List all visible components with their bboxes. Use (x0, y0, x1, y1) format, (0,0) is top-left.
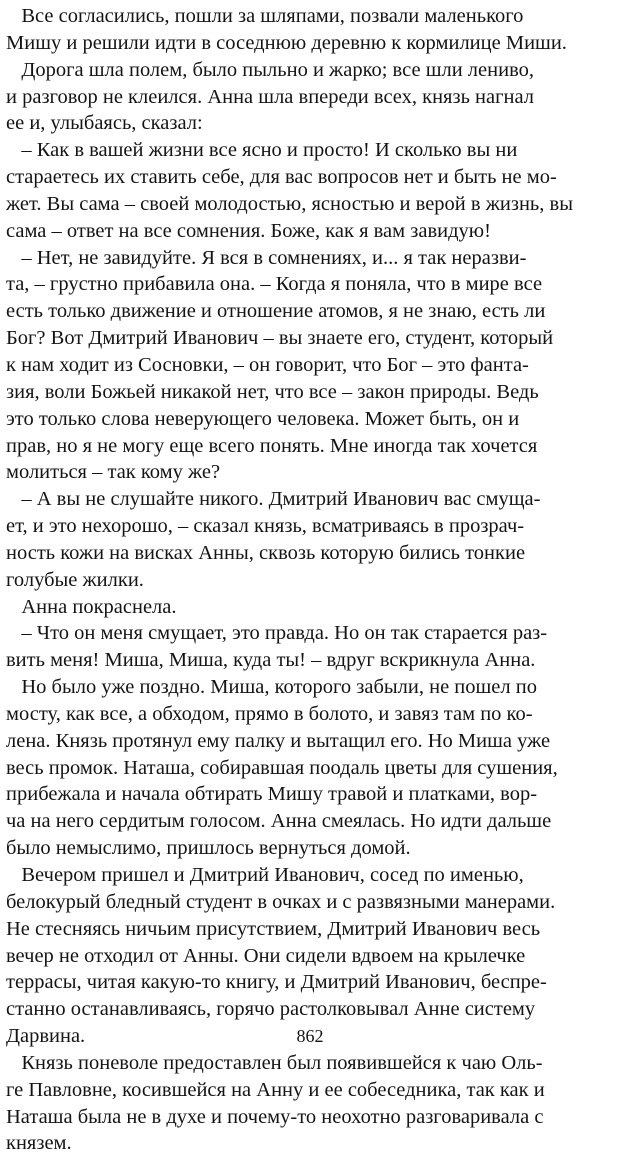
text-line: князем. (6, 1132, 72, 1155)
text-line: к нам ходит из Сосновки, – он говорит, что Бог – это фанта- (6, 353, 529, 376)
text-line: было немыслимо, пришлось вернуться домой. (6, 837, 411, 860)
text-line: та, – грустно прибавила она. – Когда я поняла, что в мире все (6, 273, 543, 296)
text-line: – Нет, не завидуйте. Я вся в сомнениях, и... я так неразви- (6, 246, 527, 269)
text-line: Дорога шла полем, было пыльно и жарко; все шли лениво, (6, 58, 534, 81)
text-line: Но было уже поздно. Миша, которого забыли, не пошел по (6, 676, 537, 699)
text-line: прибежала и начала обтирать Мишу травой и платками, вор- (6, 783, 538, 806)
text-line: голубые жилки. (6, 568, 144, 591)
text-line: зия, воли Божьей никакой нет, что все – закон природы. Ведь (6, 380, 539, 403)
text-line: – Как в вашей жизни все ясно и просто! И сколько вы ни (6, 139, 518, 162)
text-line: Бог? Вот Дмитрий Иванович – вы знаете его, студент, который (6, 327, 554, 350)
text-line: Наташа была не в духе и почему-то неохотно разговаривала с (6, 1105, 544, 1128)
text-line: жет. Вы сама – своей молодостью, ясностью и верой в жизнь, вы (6, 192, 573, 215)
text-line: есть только движение и отношение атомов, я не знаю, есть ли (6, 300, 546, 323)
text-line: это только слова неверующего человека. Может быть, он и (6, 407, 520, 430)
text-line: – Что он меня смущает, это правда. Но он так старается раз- (6, 622, 548, 645)
text-line: – А вы не слушайте никого. Дмитрий Иванович вас смуща- (6, 488, 541, 511)
text-line: вить меня! Миша, Миша, куда ты! – вдруг вскрикнула Анна. (6, 649, 536, 672)
text-line: белокурый бледный студент в очках и с развязными манерами. (6, 890, 556, 913)
text-line: Не стесняясь ничьим присутствием, Дмитрий Иванович весь (6, 917, 541, 940)
page-number: 862 (296, 1026, 324, 1046)
text-line: молиться – так кому же? (6, 461, 221, 484)
text-line: прав, но я не могу еще всего понять. Мне иногда так хочется (6, 434, 538, 457)
text-line: Вечером пришел и Дмитрий Иванович, сосед по именью, (6, 864, 524, 886)
text-line: и разговор не клеился. Анна шла впереди всех, князь нагнал (6, 85, 535, 108)
text-line: террасы, читая какую-то книгу, и Дмитрий Иванович, беспре- (6, 971, 547, 994)
text-line: ность кожи на висках Анны, сквозь которую бились тонкие (6, 541, 526, 564)
text-line: сама – ответ на все сомнения. Боже, как я вам завидую! (6, 219, 491, 242)
text-line: Князь поневоле предоставлен был появившейся к чаю Оль- (6, 1051, 543, 1074)
text-line: Мишу и решили идти в соседнюю деревню к кормилице Миши. (6, 31, 567, 54)
text-line: станно останавливаясь, горячо растолковывал Анне систему (6, 998, 536, 1021)
text-line: Все согласились, пошли за шляпами, позвали маленького (6, 5, 524, 27)
text-line: лена. Князь протянул ему палку и вытащил его. Но Миша уже (6, 729, 551, 752)
text-line: ет, и это нехорошо, – сказал князь, всматриваясь в прозрач- (6, 515, 525, 538)
text-line: ге Павловне, косившейся на Анну и ее собеседника, так как и (6, 1078, 545, 1101)
text-line: вечер не отходил от Анны. Они сидели вдвоем на крылечке (6, 944, 526, 967)
text-line: весь промок. Наташа, собиравшая поодаль цветы для сушения, (6, 756, 558, 779)
text-line: ча на него сердитым голосом. Анна смеялась. Но идти дальше (6, 810, 552, 833)
text-line: Анна покраснела. (6, 595, 177, 618)
body-text (6, 3, 616, 1157)
text-line: ее и, улыбаясь, сказал: (6, 112, 203, 135)
text-line: мосту, как все, а обходом, прямо в болото, и завяз там по ко- (6, 702, 533, 725)
text-line: стараетесь их ставить себе, для вас вопросов нет и быть не мо- (6, 166, 557, 189)
text-line: Дарвина. (6, 1025, 86, 1048)
